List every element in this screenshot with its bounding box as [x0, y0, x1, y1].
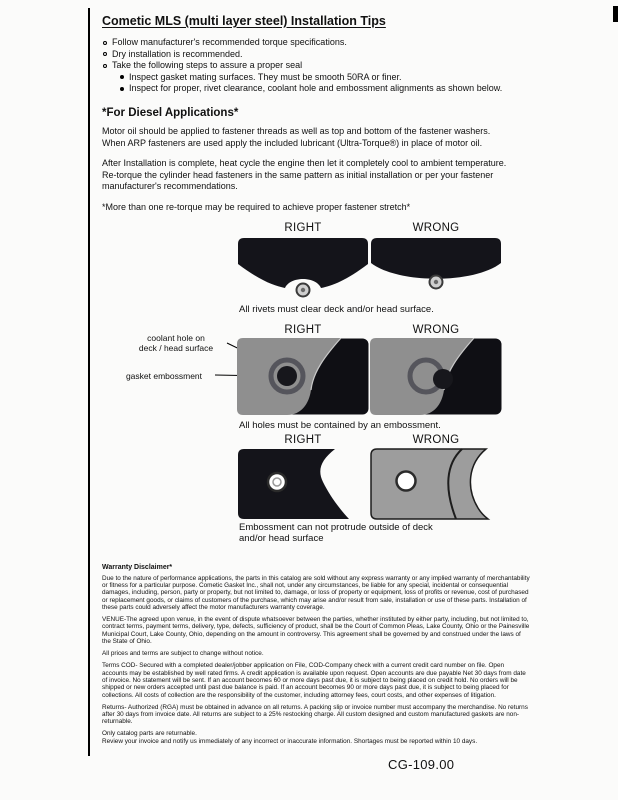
tip-item	[102, 49, 562, 61]
scan-artifact-mark	[613, 6, 618, 22]
gasket-embossment-callout: gasket embossment	[125, 370, 203, 381]
open-bullet-icon	[103, 64, 107, 68]
protrusion-wrong-illustration	[370, 448, 502, 520]
filled-bullet-icon	[120, 87, 124, 91]
warranty-paragraph: Terms COD- Secured with a completed dealer/jobber application on File, COD-Company check with a current credit card number on file. Open accounts may be established by well rated firms. A credit application is available upon request. Open accounts are due payable Net 30 days from date of invoice. No statement will be sent. If an account becomes 60 or more days past due, it is subject to being placed on credit hold. No orders will be shipped or new orders accepted until past due balance is paid. If an account becomes 90 or more days past due, it is subject to being placed for collections. All costs of collection are the responsibility of the customer, including attorney fees, court costs, and other expenses of litigation.	[102, 662, 526, 699]
tip-text: Inspect gasket mating surfaces. They must be smooth 50RA or finer.	[129, 71, 402, 82]
tip-text: Inspect for proper, rivet clearance, coolant hole and embossment alignments as shown below.	[129, 83, 503, 94]
protrusion-caption: Embossment can not protrude outside of deck and/or head surface	[239, 521, 433, 544]
embossment-caption: All holes must be contained by an embossment.	[239, 419, 441, 431]
warranty-heading: Warranty Disclaimer*	[102, 563, 173, 571]
page-content	[102, 14, 562, 750]
coolant-right-illustration	[237, 338, 369, 415]
coolant-wrong-illustration	[370, 338, 502, 415]
tip-item	[102, 60, 562, 72]
tip-item	[102, 37, 562, 49]
tip-sub-item	[102, 83, 562, 95]
diesel-paragraph-2: After Installation is complete, heat cycle the engine then let it completely cool to ambient temperature. Re-torque the cylinder head fasteners in the same pattern as initial installation or per your fastener manufacturer's recommendations.	[102, 158, 507, 192]
tip-text: Take the following steps to assure a proper seal	[112, 60, 303, 71]
rivet-wrong-illustration	[370, 237, 502, 299]
right-label: RIGHT	[284, 323, 322, 336]
tip-sub-item	[102, 72, 562, 84]
protrusion-right-illustration	[237, 448, 369, 520]
open-bullet-icon	[103, 52, 107, 56]
protrusion-wrong-diagram	[370, 448, 502, 520]
diesel-applications-heading: *For Diesel Applications*	[102, 106, 239, 119]
warranty-paragraph: VENUE-The agreed upon venue, in the event of dispute whatsoever between the parties, whether instituted by either party, including, but not limited to, contract terms, payment terms, delivery, type, defects, sufficiency of product, shall be the Court of Common Pleas, Lake County, Ohio or the Painesville Municipal Court, Lake County, Ohio, depending on the amount in controversy. This agreement shall be governed by and construed under the laws of the State of Ohio.	[102, 616, 530, 646]
page-title: Cometic MLS (multi layer steel) Installation Tips	[102, 14, 386, 28]
installation-diagrams	[102, 222, 562, 552]
rivet-caption: All rivets must clear deck and/or head surface.	[239, 303, 434, 315]
warranty-paragraph: Review your invoice and notify us immediately of any incorrect or inaccurate information. Shortages must be reported within 10 days.	[102, 738, 478, 746]
wrong-label: WRONG	[412, 221, 460, 234]
rivet-clearance-right-diagram	[237, 237, 369, 299]
diesel-paragraph-1: Motor oil should be applied to fastener threads as well as top and bottom of the fastener washers. When ARP fasteners are used apply the included lubricant (Ultra-Torque®) in place of motor oil.	[102, 125, 491, 148]
warranty-paragraph: Returns- Authorized (RGA) must be obtained in advance on all returns. A packing slip or invoice number must accompany the merchandise. No returns after 30 days from invoice date. All returns are subject to a 25% restocking charge. All custom designed and custom manufactured gaskets are non-returnable.	[102, 703, 528, 726]
coolant-hole-wrong-diagram	[370, 338, 502, 415]
right-label: RIGHT	[284, 221, 322, 234]
coolant-hole-right-diagram	[237, 338, 369, 415]
left-margin-rule	[88, 8, 90, 756]
warranty-paragraph: All prices and terms are subject to change without notice.	[102, 650, 264, 658]
wrong-label: WRONG	[412, 323, 460, 336]
retorque-note: *More than one re-torque may be required to achieve proper fastener stretch*	[102, 201, 411, 212]
warranty-paragraph: Due to the nature of performance applications, the parts in this catalog are sold without any express warranty or any implied warranty of merchantability or fitness for a particular purpose. Cometic Gasket Inc., shall not, under any circumstances, be liable for any special, incidental or consequential damages, including, person, party or property, but not limited to, damage, or loss of property or equipment, loss of profits or revenue, cost of purchased or replacement goods, or claims of customers of the purchase, which may arise and/or result from sale, installation or use of these parts. Installation of these parts could adversely affect the motor manufacturers warranty coverage.	[102, 574, 530, 612]
rivet-clearance-wrong-diagram	[370, 237, 502, 299]
warranty-disclaimer-section	[102, 564, 530, 746]
page-number-code: CG-109.00	[388, 757, 455, 772]
wrong-label: WRONG	[412, 433, 460, 446]
filled-bullet-icon	[120, 75, 124, 79]
right-label: RIGHT	[284, 433, 322, 446]
rivet-right-illustration	[237, 237, 369, 299]
warranty-paragraph: Only catalog parts are returnable.	[102, 730, 197, 738]
coolant-hole-callout: coolant hole on deck / head surface	[138, 332, 214, 353]
tip-text: Dry installation is recommended.	[112, 48, 243, 59]
open-bullet-icon	[103, 41, 107, 45]
tip-text: Follow manufacturer's recommended torque specifications.	[112, 37, 347, 47]
protrusion-right-diagram	[237, 448, 369, 520]
